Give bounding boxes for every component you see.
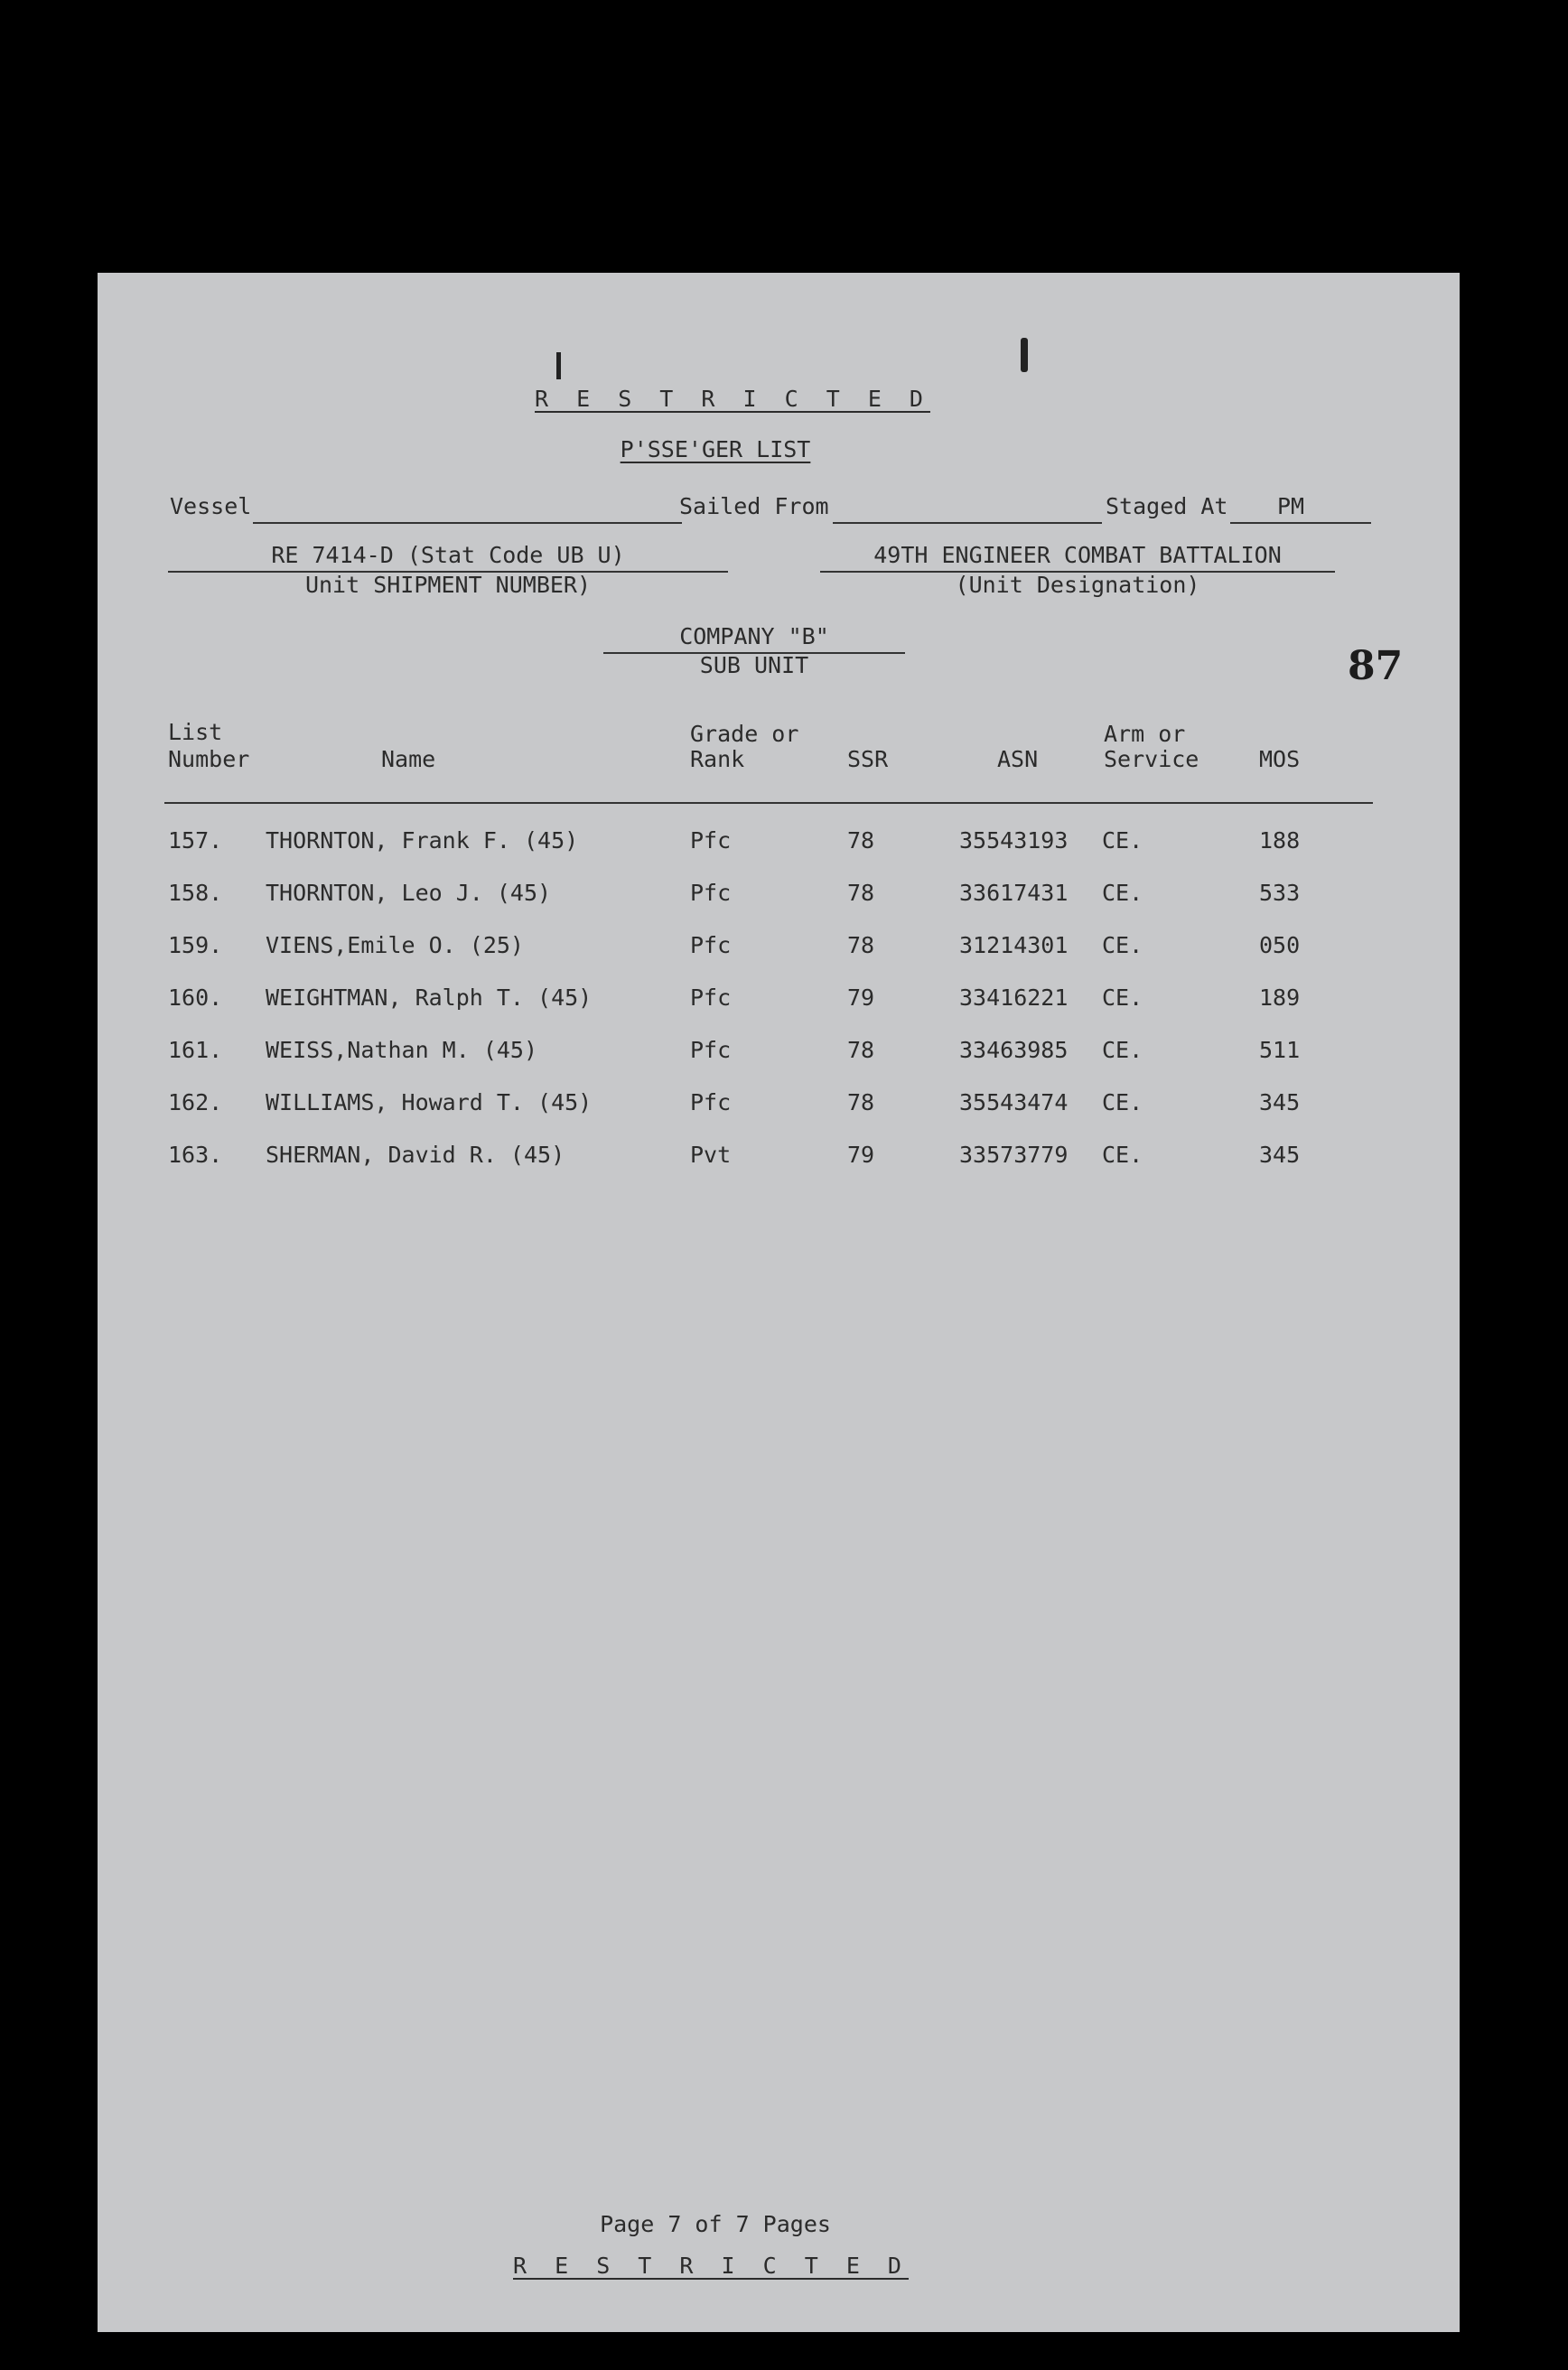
- row-arm: CE.: [1102, 932, 1143, 958]
- col-header-ssr: SSR: [847, 746, 889, 772]
- row-ssr: 79: [847, 984, 875, 1011]
- row-number: 160.: [168, 984, 223, 1011]
- row-ssr: 78: [847, 1037, 875, 1063]
- document-title: P'SSE'GER LIST: [620, 436, 811, 462]
- row-asn: 33573779: [959, 1142, 1069, 1168]
- row-number: 161.: [168, 1037, 223, 1063]
- row-ssr: 78: [847, 827, 875, 854]
- col-header-mos: MOS: [1259, 746, 1301, 772]
- row-name: THORNTON, Leo J. (45): [266, 880, 552, 906]
- row-arm: CE.: [1102, 827, 1143, 854]
- col-header-rank: Rank: [690, 746, 745, 772]
- row-asn: 33416221: [959, 984, 1069, 1011]
- sub-unit-caption: SUB UNIT: [699, 652, 809, 678]
- unit-shipment-number: RE 7414-D (Stat Code UB U): [271, 542, 625, 568]
- page-label: Page 7 of 7 Pages: [600, 2211, 831, 2237]
- vessel-label: Vessel: [170, 493, 252, 519]
- row-name: WEIGHTMAN, Ralph T. (45): [266, 984, 593, 1011]
- row-arm: CE.: [1102, 1089, 1143, 1115]
- header-rule: [164, 802, 1373, 804]
- row-grade: Pvt: [690, 1142, 732, 1168]
- row-mos: 189: [1259, 984, 1301, 1011]
- row-number: 163.: [168, 1142, 223, 1168]
- sailed-from-line: [833, 522, 1102, 524]
- col-header-list: List: [168, 719, 223, 745]
- restricted-heading-bottom: R E S T R I C T E D: [513, 2253, 909, 2279]
- unit-designation: 49TH ENGINEER COMBAT BATTALION: [873, 542, 1282, 568]
- row-name: SHERMAN, David R. (45): [266, 1142, 565, 1168]
- page-number-stamp: 87: [1348, 643, 1404, 689]
- row-mos: 511: [1259, 1037, 1301, 1063]
- col-header-grade: Grade or: [690, 721, 799, 747]
- row-number: 157.: [168, 827, 223, 854]
- row-name: WILLIAMS, Howard T. (45): [266, 1089, 593, 1115]
- row-asn: 35543193: [959, 827, 1069, 854]
- restricted-heading-top: R E S T R I C T E D: [535, 386, 930, 412]
- col-header-service: Service: [1104, 746, 1199, 772]
- row-arm: CE.: [1102, 1142, 1143, 1168]
- row-asn: 35543474: [959, 1089, 1069, 1115]
- col-header-name: Name: [381, 746, 436, 772]
- row-grade: Pfc: [690, 1089, 732, 1115]
- row-name: WEISS,Nathan M. (45): [266, 1037, 538, 1063]
- row-grade: Pfc: [690, 932, 732, 958]
- row-mos: 345: [1259, 1089, 1301, 1115]
- row-ssr: 78: [847, 880, 875, 906]
- row-mos: 533: [1259, 880, 1301, 906]
- row-arm: CE.: [1102, 1037, 1143, 1063]
- row-number: 162.: [168, 1089, 223, 1115]
- row-arm: CE.: [1102, 880, 1143, 906]
- staged-at-line: [1230, 522, 1371, 524]
- row-asn: 33617431: [959, 880, 1069, 906]
- row-mos: 345: [1259, 1142, 1301, 1168]
- staged-at-value: PM: [1277, 493, 1305, 519]
- row-number: 158.: [168, 880, 223, 906]
- stray-mark: [556, 352, 561, 379]
- col-header-asn: ASN: [997, 746, 1039, 772]
- row-mos: 050: [1259, 932, 1301, 958]
- row-grade: Pfc: [690, 1037, 732, 1063]
- row-grade: Pfc: [690, 984, 732, 1011]
- row-name: THORNTON, Frank F. (45): [266, 827, 579, 854]
- row-asn: 33463985: [959, 1037, 1069, 1063]
- row-ssr: 78: [847, 1089, 875, 1115]
- col-header-number: Number: [168, 746, 250, 772]
- row-mos: 188: [1259, 827, 1301, 854]
- row-name: VIENS,Emile O. (25): [266, 932, 524, 958]
- row-number: 159.: [168, 932, 223, 958]
- col-header-arm: Arm or: [1104, 721, 1186, 747]
- unit-designation-caption: (Unit Designation): [955, 572, 1200, 598]
- row-ssr: 79: [847, 1142, 875, 1168]
- sub-unit-value: COMPANY "B": [679, 623, 829, 649]
- vessel-line: [253, 522, 682, 524]
- sailed-from-label: Sailed From: [679, 493, 829, 519]
- row-grade: Pfc: [690, 827, 732, 854]
- row-asn: 31214301: [959, 932, 1069, 958]
- row-grade: Pfc: [690, 880, 732, 906]
- row-ssr: 78: [847, 932, 875, 958]
- stray-mark: [1021, 338, 1028, 372]
- unit-shipment-caption: Unit SHIPMENT NUMBER): [304, 572, 592, 598]
- row-arm: CE.: [1102, 984, 1143, 1011]
- document-page: [98, 273, 1460, 2332]
- staged-at-label: Staged At: [1106, 493, 1228, 519]
